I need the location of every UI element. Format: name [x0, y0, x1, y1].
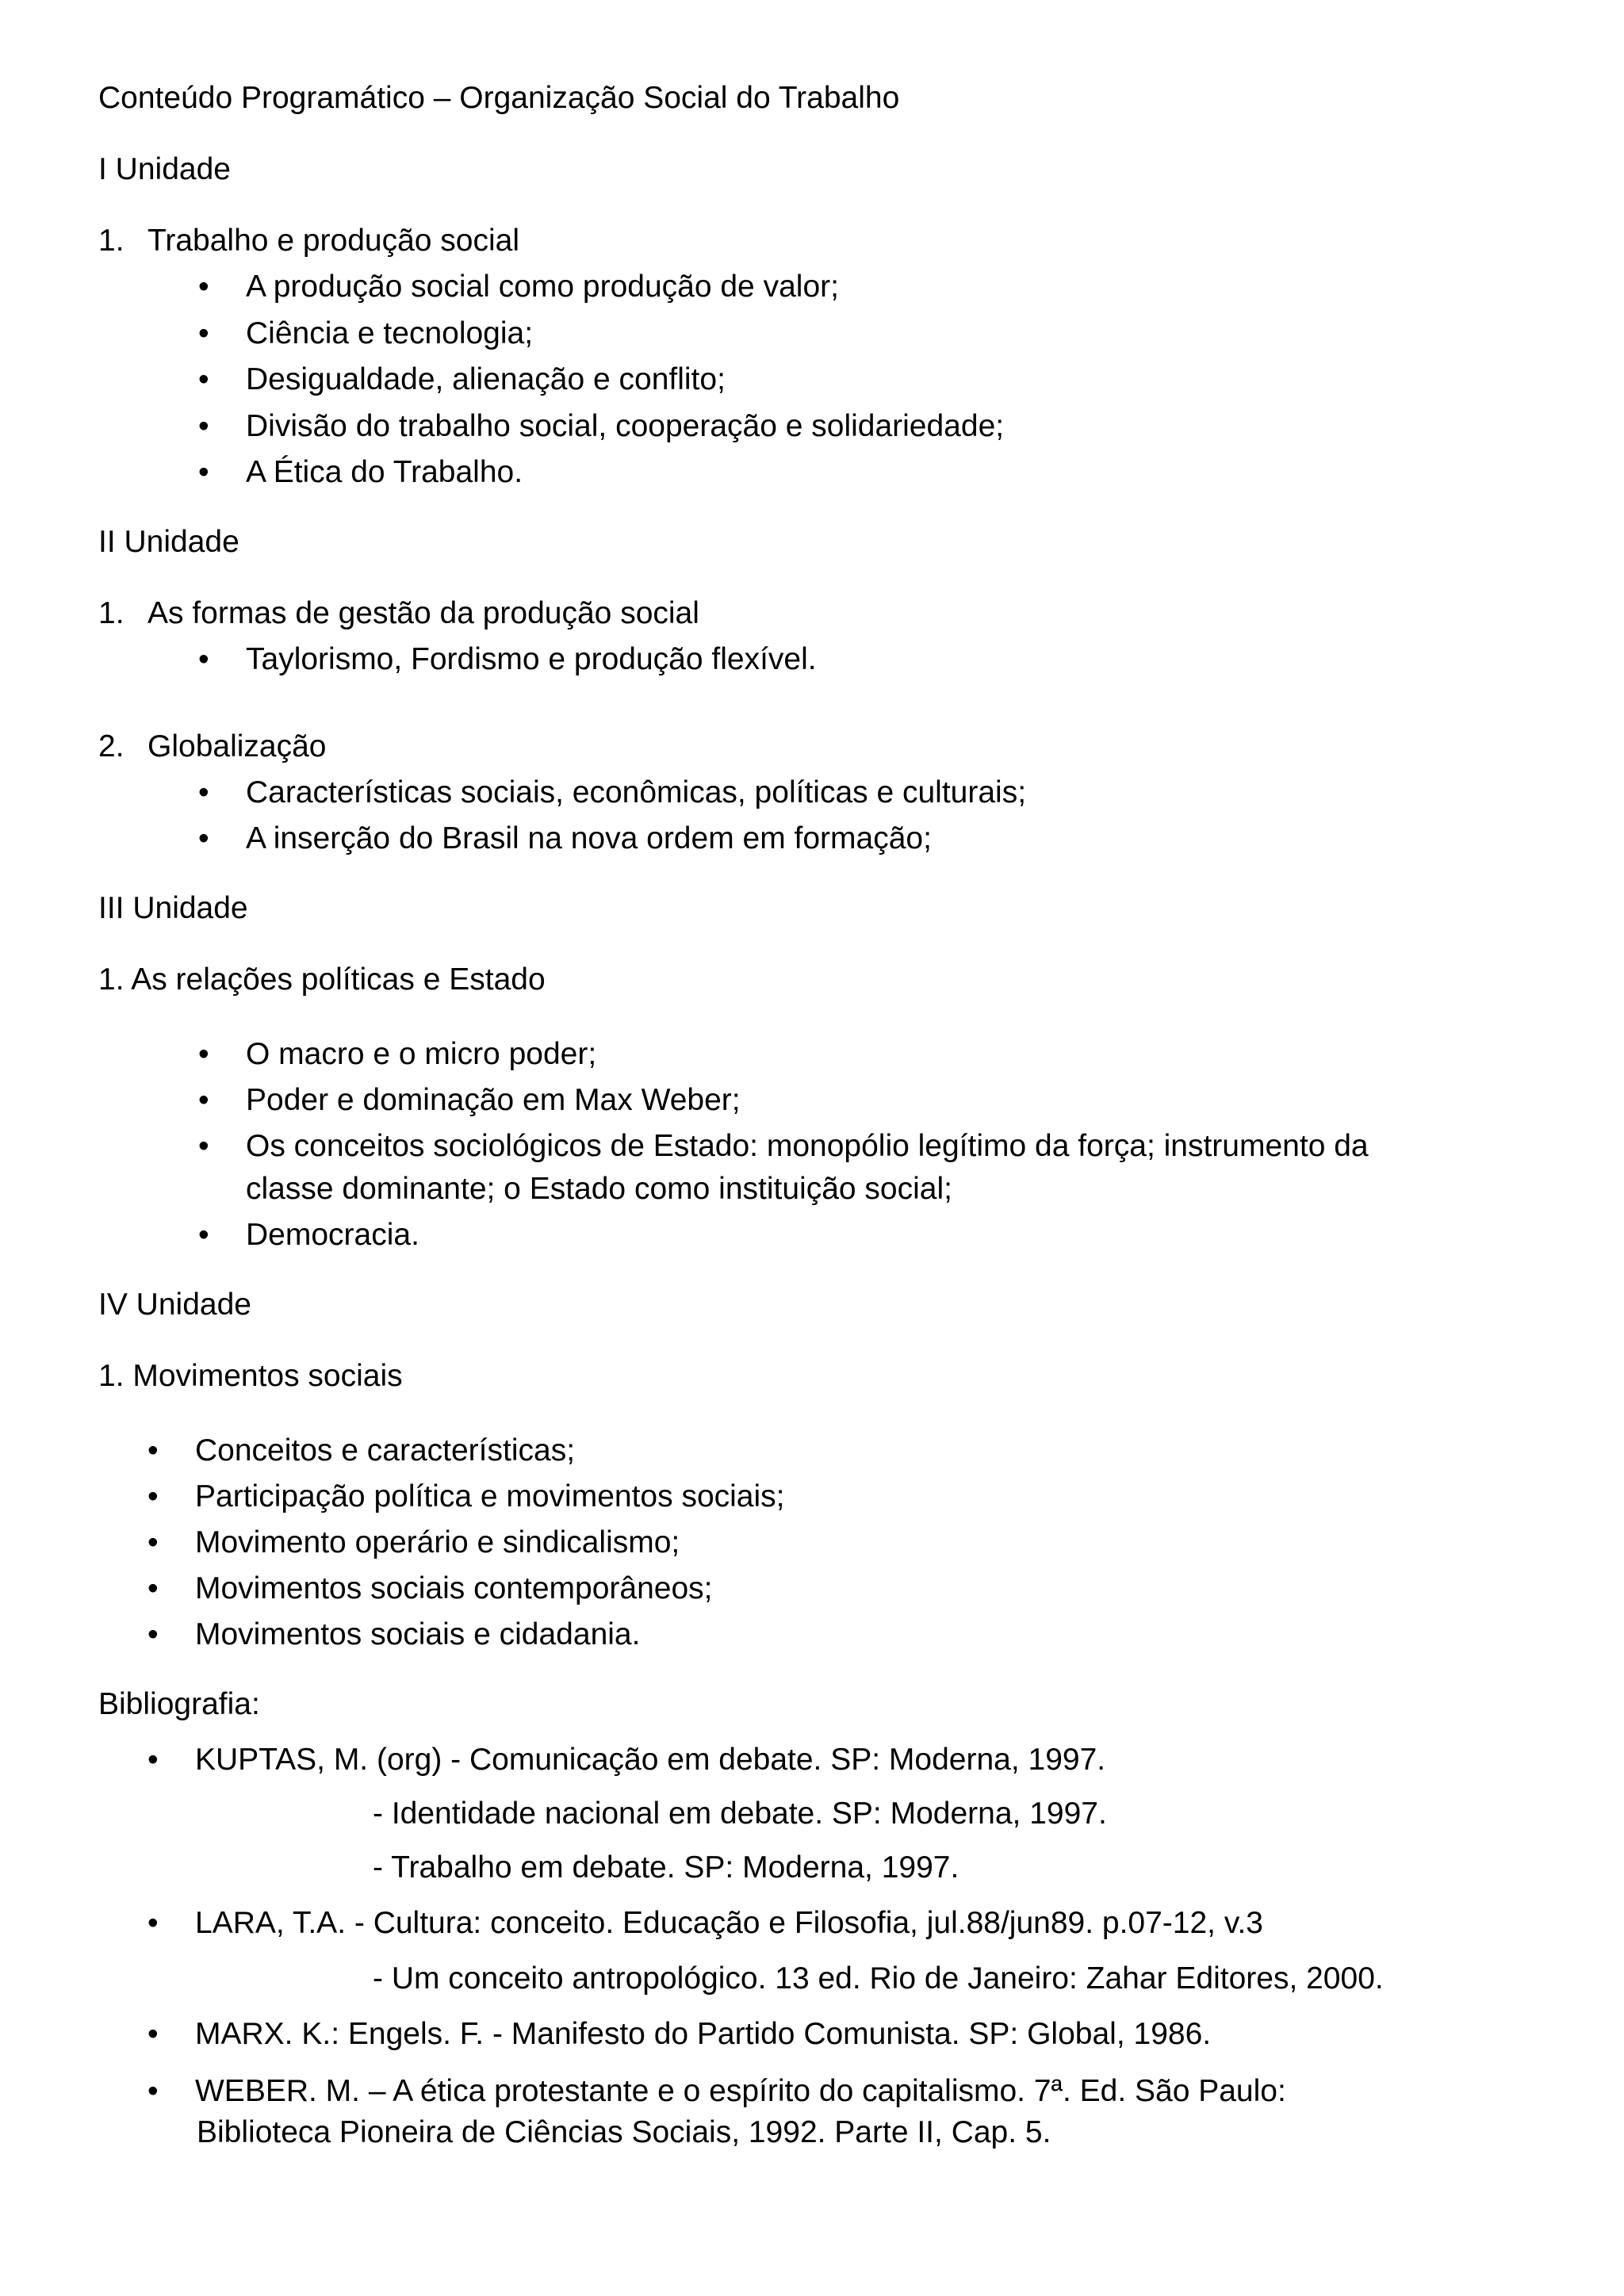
bullet-icon: • — [147, 1525, 159, 1559]
bullet-icon: • — [198, 1037, 209, 1071]
bibliography-entry-continuation: - Trabalho em debate. SP: Moderna, 1997. — [373, 1850, 959, 1885]
unit-3-bullet: O macro e o micro poder; — [246, 1037, 597, 1071]
unit-3-heading: III Unidade — [98, 891, 248, 925]
bullet-icon: • — [147, 1906, 159, 1940]
unit-1-heading: I Unidade — [98, 152, 231, 186]
unit-3-item: 1. As relações políticas e Estado — [98, 962, 546, 997]
bullet-icon: • — [198, 455, 209, 489]
bullet-icon: • — [147, 1571, 159, 1605]
bibliography-entry: WEBER. M. – A ética protestante e o espírito do capitalismo. 7ª. Ed. São Paulo: — [195, 2074, 1286, 2108]
bullet-icon: • — [147, 2074, 159, 2108]
unit-1-bullet: Ciência e tecnologia; — [246, 316, 534, 350]
bullet-icon: • — [198, 362, 209, 396]
bibliography-entry-continuation: - Identidade nacional em debate. SP: Moderna, 1997. — [373, 1797, 1107, 1831]
unit-2-bullet: Características sociais, econômicas, políticas e culturais; — [246, 775, 1027, 809]
bullet-icon: • — [198, 1083, 209, 1117]
unit-4-bullet: Movimentos sociais e cidadania. — [195, 1617, 641, 1651]
bullet-icon: • — [147, 2017, 159, 2051]
unit-4-bullet: Conceitos e características; — [195, 1433, 576, 1468]
bullet-icon: • — [198, 775, 209, 809]
unit-2-item-2-title: Globalização — [147, 729, 327, 763]
unit-4-item: 1. Movimentos sociais — [98, 1359, 403, 1393]
unit-2-bullet: A inserção do Brasil na nova ordem em formação; — [246, 821, 932, 855]
bibliography-heading: Bibliografia: — [98, 1687, 260, 1721]
unit-2-item-1-number: 1. — [98, 596, 124, 630]
bullet-icon: • — [198, 409, 209, 443]
unit-1-bullet: A produção social como produção de valor; — [246, 270, 839, 304]
unit-1-item-number: 1. — [98, 224, 124, 258]
bullet-icon: • — [198, 642, 209, 676]
bullet-icon: • — [147, 1743, 159, 1777]
unit-1-bullet: A Ética do Trabalho. — [246, 455, 523, 489]
bibliography-entry: KUPTAS, M. (org) - Comunicação em debate. SP: Moderna, 1997. — [195, 1743, 1106, 1777]
unit-1-bullet: Desigualdade, alienação e conflito; — [246, 362, 726, 396]
bullet-icon: • — [198, 316, 209, 350]
unit-3-bullet: Os conceitos sociológicos de Estado: monopólio legítimo da força; instrumento da — [246, 1129, 1369, 1163]
unit-3-bullet: Poder e dominação em Max Weber; — [246, 1083, 741, 1117]
bullet-icon: • — [147, 1617, 159, 1651]
unit-2-item-2-number: 2. — [98, 729, 124, 763]
bullet-icon: • — [147, 1479, 159, 1513]
unit-2-bullet: Taylorismo, Fordismo e produção flexível. — [246, 642, 817, 676]
unit-3-bullet-continuation: classe dominante; o Estado como instituição social; — [246, 1172, 952, 1206]
unit-4-bullet: Participação política e movimentos sociais; — [195, 1479, 785, 1513]
unit-4-bullet: Movimentos sociais contemporâneos; — [195, 1571, 713, 1605]
bullet-icon: • — [198, 1218, 209, 1252]
unit-2-heading: II Unidade — [98, 525, 239, 559]
unit-4-bullet: Movimento operário e sindicalismo; — [195, 1525, 680, 1559]
bullet-icon: • — [198, 270, 209, 304]
unit-3-bullet: Democracia. — [246, 1218, 419, 1252]
unit-4-heading: IV Unidade — [98, 1288, 251, 1322]
bullet-icon: • — [198, 1129, 209, 1163]
bibliography-entry-continuation: Biblioteca Pioneira de Ciências Sociais, 1992. Parte II, Cap. 5. — [197, 2115, 1051, 2149]
unit-1-item-title: Trabalho e produção social — [147, 224, 520, 258]
bibliography-entry-continuation: - Um conceito antropológico. 13 ed. Rio de Janeiro: Zahar Editores, 2000. — [373, 1961, 1384, 1996]
unit-1-bullet: Divisão do trabalho social, cooperação e solidariedade; — [246, 409, 1005, 443]
bullet-icon: • — [147, 1433, 159, 1468]
unit-2-item-1-title: As formas de gestão da produção social — [147, 596, 699, 630]
bullet-icon: • — [198, 821, 209, 855]
document-title: Conteúdo Programático – Organização Social do Trabalho — [98, 81, 900, 115]
bibliography-entry: LARA, T.A. - Cultura: conceito. Educação e Filosofia, jul.88/jun89. p.07-12, v.3 — [195, 1906, 1263, 1940]
bibliography-entry: MARX. K.: Engels. F. - Manifesto do Partido Comunista. SP: Global, 1986. — [195, 2017, 1212, 2051]
